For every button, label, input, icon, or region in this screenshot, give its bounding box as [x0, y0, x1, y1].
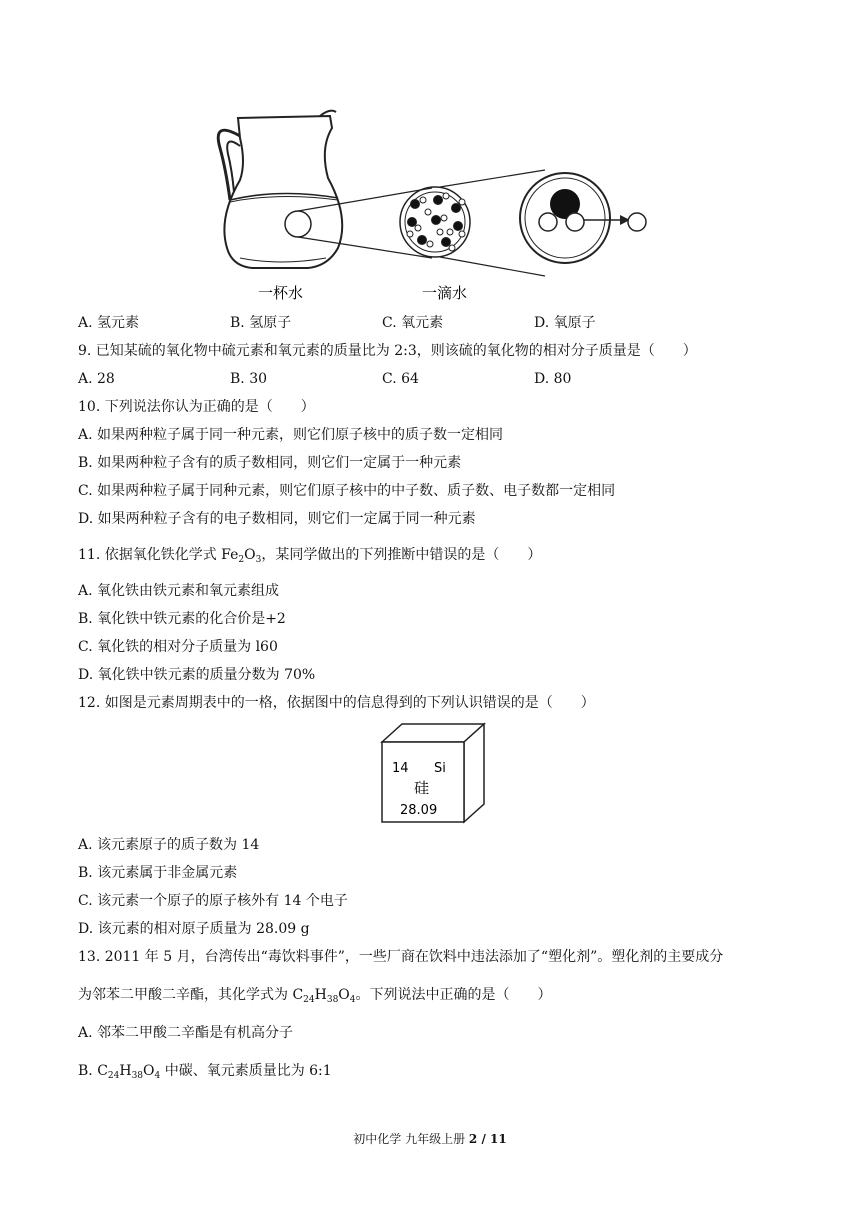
q11-stem — [78, 546, 541, 564]
q13-optb-sub-o: 4 — [154, 1071, 161, 1081]
q13-optb-pre: B. C — [78, 1063, 108, 1079]
q11-stem-o: O — [244, 547, 256, 563]
q13-line2-pre: 为邻苯二甲酸二辛酯，其化学式为 C — [78, 987, 304, 1003]
q13-sub-c: 24 — [303, 995, 315, 1005]
page-footer — [0, 1130, 860, 1147]
q11-option-b[interactable]: B. 氧化铁中铁元素的化合价是+2 — [78, 611, 286, 627]
q12-option-a[interactable]: A. 该元素原子的质子数为 14 — [78, 837, 260, 853]
q9-option-b[interactable]: B. 30 — [230, 371, 268, 387]
q11-option-a[interactable]: A. 氧化铁由铁元素和氧元素组成 — [78, 583, 280, 599]
q12-option-b[interactable]: B. 该元素属于非金属元素 — [78, 865, 238, 881]
element-symbol: Si — [434, 761, 446, 776]
q13-optb-o: O — [143, 1063, 155, 1079]
q8-option-c[interactable]: C. 氧元素 — [382, 315, 444, 331]
q8-option-b[interactable]: B. 氢原子 — [230, 315, 292, 331]
q13-option-a[interactable]: A. 邻苯二甲酸二辛酯是有机高分子 — [78, 1025, 294, 1041]
figure-label-drop: 一滴水 — [422, 284, 468, 302]
q13-optb-sub-c: 24 — [107, 1071, 120, 1081]
q11-stem-post: ，某同学做出的下列推断中错误的是（ ） — [261, 547, 542, 563]
q10-option-c[interactable]: C. 如果两种粒子属于同种元素，则它们原子核中的中子数、质子数、电子数都一定相同 — [78, 483, 616, 499]
q13-line2-post: 。下列说法中正确的是（ ） — [355, 987, 552, 1003]
figure-label-cup: 一杯水 — [258, 284, 304, 302]
q8-options — [78, 314, 686, 332]
q11-stem-pre: 11. 依据氧化铁化学式 Fe — [78, 547, 239, 563]
element-mass: 28.09 — [400, 803, 438, 818]
q8-option-a[interactable]: A. 氢元素 — [78, 315, 140, 331]
q9-option-a[interactable]: A. 28 — [78, 371, 115, 387]
q10-option-d[interactable]: D. 如果两种粒子含有的电子数相同，则它们一定属于同一种元素 — [78, 511, 476, 527]
q11-sub-fe: 2 — [238, 555, 245, 565]
footer-text: 初中化学 九年级上册 — [353, 1132, 469, 1146]
q11-option-d[interactable]: D. 氧化铁中铁元素的质量分数为 70% — [78, 667, 316, 683]
q13-sub-o: 4 — [349, 995, 356, 1005]
q10-option-a[interactable]: A. 如果两种粒子属于同一种元素，则它们原子核中的质子数一定相同 — [78, 427, 504, 443]
q9-option-d[interactable]: D. 80 — [534, 371, 572, 387]
element-cell-figure — [380, 722, 490, 826]
q9-option-c[interactable]: C. 64 — [382, 371, 419, 387]
q13-optb-sub-h: 38 — [131, 1071, 144, 1081]
q11-sub-o: 3 — [255, 555, 262, 565]
q11-option-c[interactable]: C. 氧化铁的相对分子质量为 l60 — [78, 639, 278, 655]
q9-stem: 9. 已知某硫的氧化物中硫元素和氧元素的质量比为 2:3，则该硫的氧化物的相对分子质量是（ ） — [78, 343, 697, 359]
q10-option-b[interactable]: B. 如果两种粒子含有的质子数相同，则它们一定属于一种元素 — [78, 455, 462, 471]
water-pitcher-figure — [200, 108, 670, 303]
q13-sub-h: 38 — [326, 995, 339, 1005]
q12-option-d[interactable]: D. 该元素的相对原子质量为 28.09 g — [78, 921, 310, 937]
page-number: 2 / 11 — [468, 1132, 507, 1146]
element-number: 14 — [392, 761, 409, 776]
q13-option-b[interactable] — [78, 1062, 332, 1080]
q12-stem: 12. 如图是元素周期表中的一格，依据图中的信息得到的下列认识错误的是（ ） — [78, 695, 595, 711]
q13-optb-h: H — [119, 1063, 132, 1079]
q9-options — [78, 370, 686, 388]
element-name: 硅 — [414, 779, 430, 797]
q10-stem: 10. 下列说法你认为正确的是（ ） — [78, 399, 315, 415]
q12-option-c[interactable]: C. 该元素一个原子的原子核外有 14 个电子 — [78, 893, 348, 909]
q13-h: H — [314, 987, 327, 1003]
q8-option-d[interactable]: D. 氧原子 — [534, 315, 596, 331]
q13-line2 — [78, 986, 552, 1004]
q13-o: O — [338, 987, 350, 1003]
q13-line1: 13. 2011 年 5 月，台湾传出“毒饮料事件”，一些厂商在饮料中违法添加了“塑化剂”。塑化剂的主要成分 — [78, 949, 724, 965]
q13-optb-post: 中碳、氧元素质量比为 6:1 — [160, 1063, 332, 1079]
